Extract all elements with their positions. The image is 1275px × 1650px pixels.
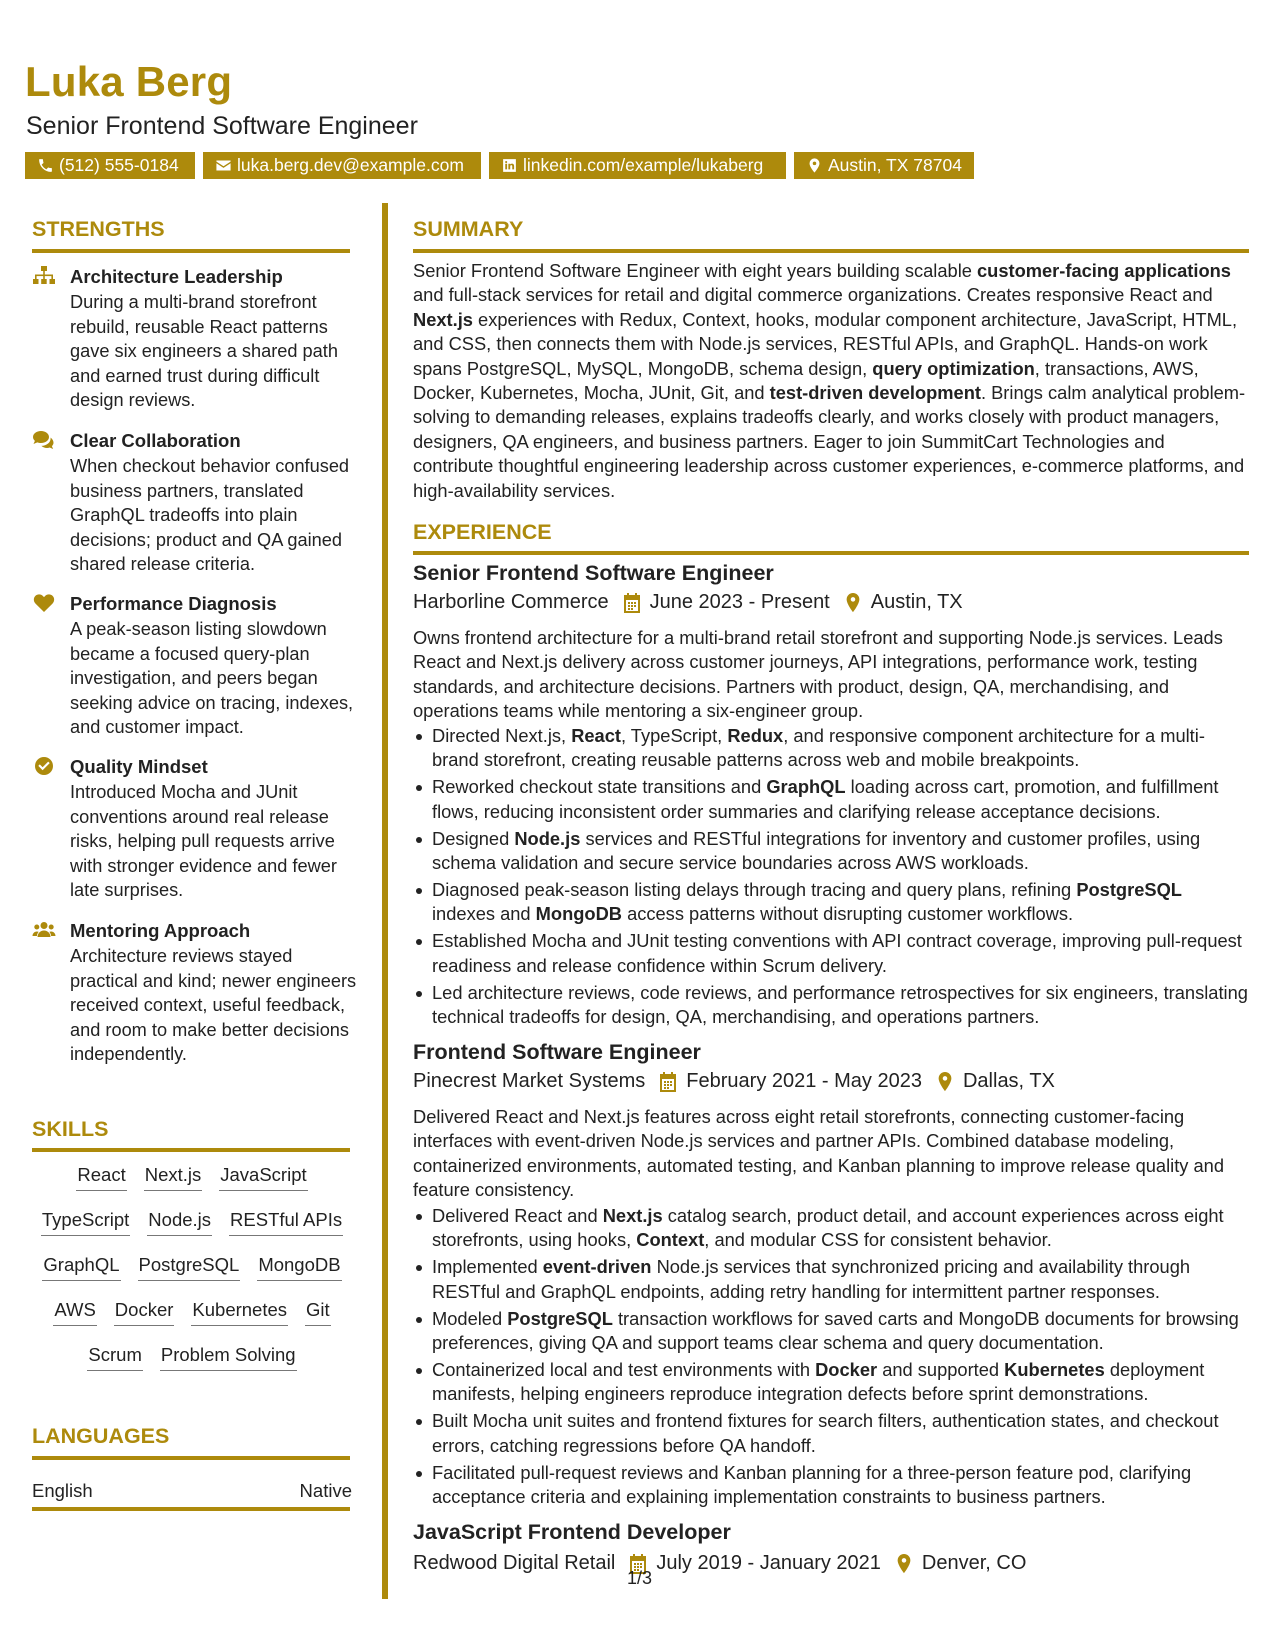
summary-heading: SUMMARY bbox=[413, 217, 524, 241]
map-pin-icon bbox=[895, 1554, 913, 1574]
job-bullet: Reworked checkout state transitions and GraphQL loading across cart, promotion, and fulfillment flows, reducing inconsistent order summaries and clarifying release acceptance decisions. bbox=[413, 775, 1248, 824]
skill-tag: Git bbox=[305, 1299, 331, 1326]
envelope-icon bbox=[215, 157, 232, 174]
skill-tag: AWS bbox=[53, 1299, 96, 1326]
job-intro: Delivered React and Next.js features across eight retail storefronts, connecting customer-facing interfaces with event-driven Node.js services and partner APIs. Combined database modeling, containerized environments, automated testing, and Kanban planning to improve release quality and feature consistency. bbox=[413, 1106, 1224, 1201]
skill-tag: Node.js bbox=[147, 1209, 212, 1236]
job-company: Harborline Commerce bbox=[413, 591, 609, 613]
job-title: Frontend Software Engineer bbox=[413, 1040, 701, 1064]
skill-tag: Kubernetes bbox=[191, 1299, 288, 1326]
experience-rule bbox=[413, 551, 1249, 555]
check-circle-icon bbox=[32, 756, 56, 776]
job-bullet: Built Mocha unit suites and frontend fixtures for search filters, authentication states, and checkout errors, catching regressions before QA handoff. bbox=[413, 1409, 1248, 1458]
map-pin-icon bbox=[806, 157, 823, 174]
calendar-icon bbox=[623, 593, 641, 613]
job-bullet: Diagnosed peak-season listing delays through tracing and query plans, refining PostgreSQL indexes and MongoDB access patterns without disrupting customer workflows. bbox=[413, 878, 1248, 927]
skill-tag: GraphQL bbox=[42, 1254, 120, 1281]
job-dates: June 2023 - Present bbox=[649, 591, 830, 613]
contact-email[interactable] bbox=[203, 152, 481, 179]
job-intro: Owns frontend architecture for a multi-brand retail storefront and supporting Node.js services. Leads React and Next.js delivery across customer journeys, API integrations, performance work, testing standards, and architecture decisions. Partners with product, design, QA, merchandising, and operations teams while mentoring a six-engineer group. bbox=[413, 627, 1223, 722]
contact-linkedin[interactable] bbox=[489, 152, 786, 179]
skill-tag: RESTful APIs bbox=[229, 1209, 343, 1236]
job-bullet: Led architecture reviews, code reviews, and performance retrospectives for six engineers, translating technical tradeoffs for design, QA, merchandising, and operations partners. bbox=[413, 981, 1248, 1030]
skill-tag: Next.js bbox=[144, 1164, 203, 1191]
skill-tag: TypeScript bbox=[41, 1209, 130, 1236]
job-bullet: Directed Next.js, React, TypeScript, Redux, and responsive component architecture for a multi-brand storefront, creating reusable patterns across web and mobile breakpoints. bbox=[413, 724, 1248, 773]
skill-tag: Docker bbox=[114, 1299, 175, 1326]
page-number: 1/3 bbox=[627, 1568, 653, 1588]
job-location: Austin, TX bbox=[870, 591, 963, 613]
contact-location bbox=[794, 152, 974, 179]
language-level: Native bbox=[299, 1480, 352, 1501]
strengths-heading: STRENGTHS bbox=[32, 217, 165, 241]
skills-heading: SKILLS bbox=[32, 1117, 109, 1141]
users-icon bbox=[32, 920, 56, 940]
skill-tag: Problem Solving bbox=[160, 1344, 297, 1371]
calendar-icon bbox=[659, 1072, 677, 1092]
skill-tag: React bbox=[76, 1164, 126, 1191]
skills-rule bbox=[32, 1148, 350, 1152]
summary-text: Senior Frontend Software Engineer with eight years building scalable customer-facing applications and full-stack services for retail and digital commerce organizations. Creates responsive React and Next.js experiences with Redux, Context, hooks, modular component architecture, JavaScript, HTML, and CSS, then connects them with Node.js services, RESTful APIs, and GraphQL. Hands-on work spans PostgreSQL, MySQL, MongoDB, schema design, query optimization, transactions, AWS, Docker, Kubernetes, Mocha, JUnit, Git, and test-driven development. Brings calm analytical problem-solving to demanding releases, explains tradeoffs clearly, and works closely with product managers, designers, QA engineers, and business partners. Eager to join SummitCart Technologies and contribute thoughtful engineering leadership across customer experiences, e-commerce platforms, and high-availability services. bbox=[413, 260, 1246, 501]
job-bullet: Containerized local and test environments with Docker and supported Kubernetes deployment manifests, helping engineers reproduce integration defects before sprint demonstrations. bbox=[413, 1358, 1248, 1407]
language-name: English bbox=[32, 1480, 93, 1501]
candidate-title: Senior Frontend Software Engineer bbox=[26, 112, 418, 140]
strength-title: Architecture Leadership bbox=[70, 266, 283, 287]
strength-text: When checkout behavior confused business partners, translated GraphQL tradeoffs into plain decisions; product and QA gained shared release criteria. bbox=[70, 456, 350, 575]
strength-text: Architecture reviews stayed practical and kind; newer engineers received context, useful feedback, and room to make better decisions independently. bbox=[70, 946, 357, 1065]
contact-email-text: luka.berg.dev@example.com bbox=[237, 155, 464, 175]
languages-heading: LANGUAGES bbox=[32, 1424, 170, 1448]
skill-tag: JavaScript bbox=[219, 1164, 307, 1191]
contact-location-text: Austin, TX 78704 bbox=[828, 155, 962, 175]
phone-icon bbox=[37, 157, 54, 174]
strength-title: Quality Mindset bbox=[70, 756, 208, 777]
strength-item bbox=[32, 918, 362, 1067]
job-bullet: Designed Node.js services and RESTful integrations for inventory and customer profiles, using schema validation and secure service boundaries across AWS workloads. bbox=[413, 827, 1248, 876]
strength-item bbox=[32, 428, 362, 577]
skill-tag: MongoDB bbox=[257, 1254, 341, 1281]
strength-title: Mentoring Approach bbox=[70, 920, 251, 941]
skill-tag: PostgreSQL bbox=[138, 1254, 241, 1281]
job-meta bbox=[413, 1552, 1026, 1575]
heart-icon bbox=[32, 593, 56, 613]
skill-tag: Scrum bbox=[87, 1344, 142, 1371]
skills-row bbox=[32, 1164, 352, 1191]
skills-row bbox=[32, 1254, 352, 1281]
job-dates: July 2019 - January 2021 bbox=[656, 1552, 881, 1574]
job-bullet: Modeled PostgreSQL transaction workflows for saved carts and MongoDB documents for browsing preferences, giving QA and support teams clear schema and query documentation. bbox=[413, 1307, 1248, 1356]
job-bullet: Implemented event-driven Node.js services that synchronized pricing and availability through RESTful and GraphQL endpoints, adding retry handling for intermittent partner responses. bbox=[413, 1255, 1248, 1304]
job-bullet: Established Mocha and JUnit testing conventions with API contract coverage, improving pull-request readiness and release confidence within Scrum delivery. bbox=[413, 929, 1248, 978]
skills-row bbox=[32, 1299, 352, 1326]
experience-heading: EXPERIENCE bbox=[413, 520, 552, 544]
job-bullet: Facilitated pull-request reviews and Kanban planning for a three-person feature pod, clarifying acceptance criteria and explaining implementation constraints to business partners. bbox=[413, 1461, 1248, 1510]
job-company: Redwood Digital Retail bbox=[413, 1552, 616, 1574]
strength-text: A peak-season listing slowdown became a focused query-plan investigation, and peers began seeking advice on tracing, indexes, and customer impact. bbox=[70, 619, 354, 738]
summary-rule bbox=[413, 249, 1249, 253]
strength-item bbox=[32, 264, 362, 413]
strength-title: Clear Collaboration bbox=[70, 430, 241, 451]
job-company: Pinecrest Market Systems bbox=[413, 1070, 646, 1092]
strength-item bbox=[32, 591, 362, 740]
job-title: Senior Frontend Software Engineer bbox=[413, 561, 774, 585]
job-dates: February 2021 - May 2023 bbox=[686, 1070, 922, 1092]
map-pin-icon bbox=[844, 593, 862, 613]
languages-rule bbox=[32, 1456, 350, 1460]
job-title: JavaScript Frontend Developer bbox=[413, 1520, 731, 1544]
comments-icon bbox=[32, 430, 56, 450]
strengths-rule bbox=[32, 249, 350, 253]
job-bullets bbox=[413, 1204, 1248, 1512]
job-location: Denver, CO bbox=[921, 1552, 1027, 1574]
candidate-name: Luka Berg bbox=[25, 58, 233, 105]
job-bullet: Delivered React and Next.js catalog search, product detail, and account experiences across eight storefronts, using hooks, Context, and modular CSS for consistent behavior. bbox=[413, 1204, 1248, 1253]
job-meta bbox=[413, 591, 963, 614]
linkedin-icon bbox=[501, 157, 518, 174]
contact-phone[interactable] bbox=[25, 152, 195, 179]
strength-text: Introduced Mocha and JUnit conventions around real release risks, helping pull requests arrive with stronger evidence and fewer late surprises. bbox=[70, 782, 337, 901]
contact-linkedin-text: linkedin.com/example/lukaberg bbox=[523, 155, 764, 175]
strength-text: During a multi-brand storefront rebuild, reusable React patterns gave six engineers a shared path and earned trust during difficult design reviews. bbox=[70, 292, 338, 411]
map-pin-icon bbox=[936, 1072, 954, 1092]
strength-title: Performance Diagnosis bbox=[70, 593, 277, 614]
job-location: Dallas, TX bbox=[962, 1070, 1055, 1092]
strength-item bbox=[32, 754, 362, 903]
job-bullets bbox=[413, 724, 1248, 1032]
languages-bottom-rule bbox=[32, 1507, 350, 1511]
column-divider bbox=[382, 203, 388, 1599]
skills-row bbox=[32, 1344, 352, 1371]
sitemap-icon bbox=[32, 266, 56, 286]
contact-phone-text: (512) 555-0184 bbox=[59, 155, 179, 175]
language-item bbox=[32, 1480, 352, 1502]
job-meta bbox=[413, 1070, 1055, 1093]
skills-row bbox=[32, 1209, 352, 1236]
